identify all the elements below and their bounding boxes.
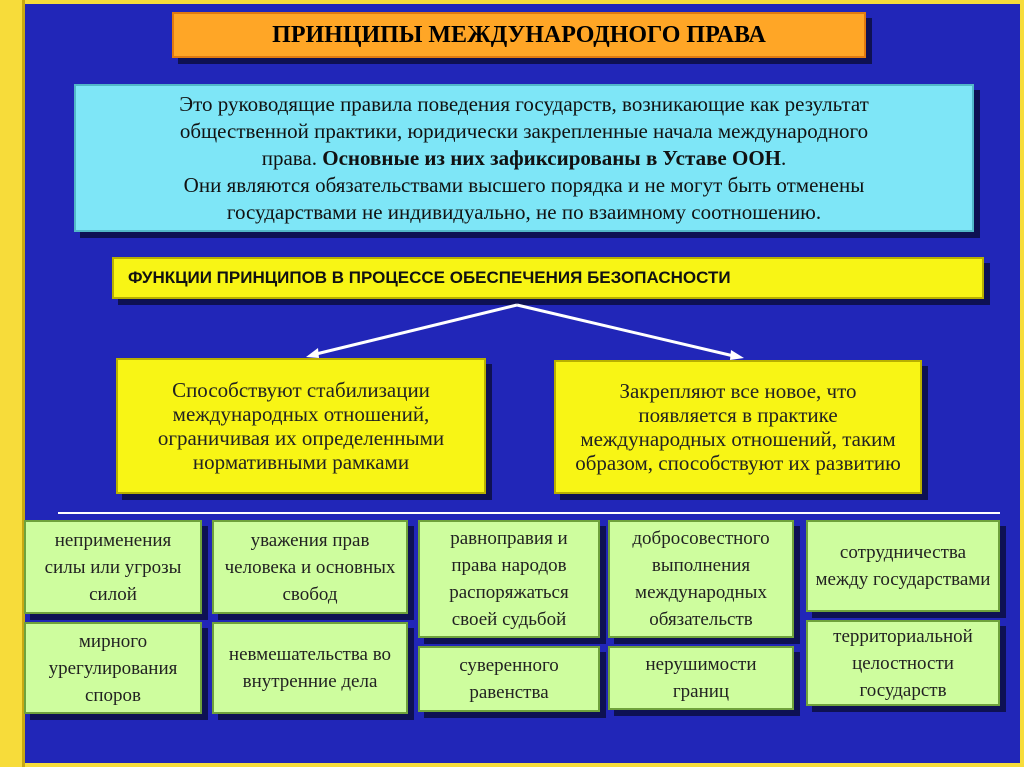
principle-territorial-integrity: территориальной целостности государств (806, 620, 1000, 706)
functions-header: ФУНКЦИИ ПРИНЦИПОВ В ПРОЦЕССЕ ОБЕСПЕЧЕНИЯ БЕЗОПАСНОСТИ (112, 257, 984, 299)
page-title: ПРИНЦИПЫ МЕЖДУНАРОДНОГО ПРАВА (172, 12, 866, 58)
principle-peaceful-settlement: мирного урегулирования споров (24, 622, 202, 714)
divider-line (58, 512, 1000, 514)
definition-line-3-end: . (781, 145, 787, 170)
principle-self-determination: равноправия и права народов распоряжаться своей судьбой (418, 520, 600, 638)
definition-line-4: Они являются обязательствами высшего порядка и не могут быть отменены (183, 172, 865, 197)
definition-line-5: государствами не индивидуально, не по взаимному соотношению. (226, 199, 822, 224)
principle-good-faith: добросовестного выполнения международных обязательств (608, 520, 794, 638)
principle-cooperation: сотрудничества между государствами (806, 520, 1000, 612)
principle-non-intervention: невмешательства во внутренние дела (212, 622, 408, 714)
principle-non-use-of-force: неприменения силы или угрозы силой (24, 520, 202, 614)
function-box-develop: Закрепляют все новое, что появляется в практике международных отношений, таким образом, способствуют их развитию (554, 360, 922, 494)
definition-line-3-plain: права. (261, 145, 323, 170)
definition-line-2: общественной практики, юридически закрепленные начала международного (179, 118, 869, 143)
function-box-stabilize: Способствуют стабилизации международных отношений, ограничивая их определенными нормативными рамками (116, 358, 486, 494)
principle-inviolability-of-borders: нерушимости границ (608, 646, 794, 710)
definition-line-1: Это руководящие правила поведения государств, возникающие как результат (179, 91, 869, 116)
principle-human-rights: уважения прав человека и основных свобод (212, 520, 408, 614)
principle-sovereign-equality: суверенного равенства (418, 646, 600, 712)
definition-line-3-bold: Основные из них зафиксированы в Уставе ООН (322, 145, 781, 170)
